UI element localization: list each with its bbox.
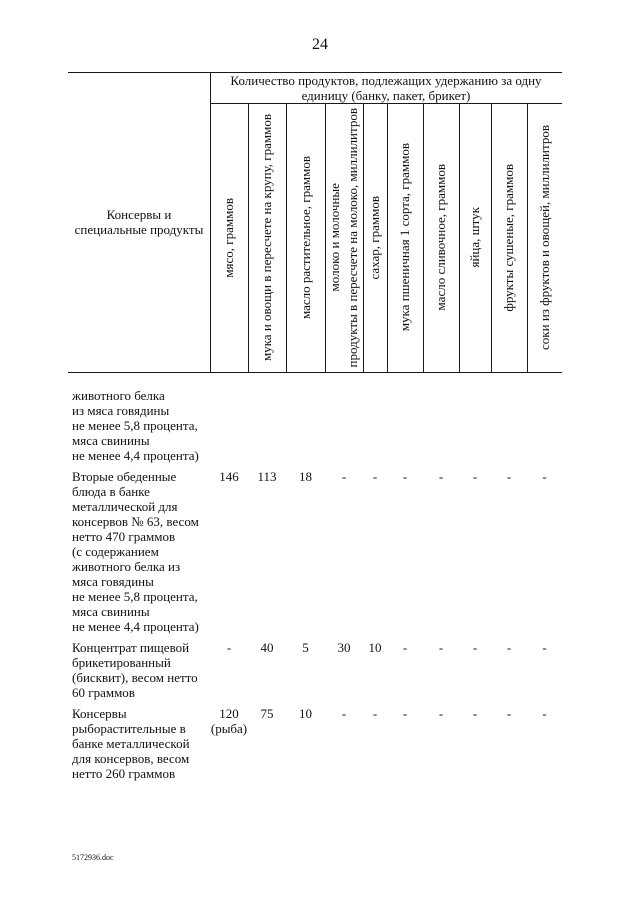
cell-meat: - [226,640,232,655]
column-header-wheat-flour [387,103,423,372]
cell-meat: 146 [219,469,239,484]
column-header-juice-text: соки из фруктов и овощей, миллилитров [536,125,552,350]
column-header-wheat-flour-text: мука пшеничная 1 сорта, граммов [397,143,412,332]
document-filename: 5172936.doc [72,853,114,862]
cell-sugar: - [372,706,378,721]
cell-flour-vegetables: 40 [260,640,274,655]
cell-dried-fruit: - [506,469,512,484]
column-header-dried-fruit-text: фрукты сушеные, граммов [501,163,516,312]
row-product-name: Концентрат пищевой брикетированный (бисквит), весом нетто 60 граммов [72,640,198,700]
header-bottom-rule [68,372,562,373]
cell-dried-fruit: - [506,640,512,655]
cell-flour-vegetables: 75 [260,706,274,721]
column-header-dried-fruit [491,103,527,372]
column-header-sugar-text: сахар, граммов [367,195,382,280]
cell-sugar: - [372,469,378,484]
cell-wheat-flour: - [402,706,408,721]
table-body [68,388,562,787]
column-header-meat [210,103,248,372]
cell-dried-fruit: - [506,706,512,721]
cell-vegetable-oil: 5 [302,640,309,655]
table-row [68,640,562,700]
column-header-butter [423,103,459,372]
cell-vegetable-oil: 18 [299,469,312,484]
product-column-header-text: Консервы и специальные продукты [74,207,204,237]
cell-juice: - [542,469,547,484]
row-product-name: животного белка из мяса говядины не менее 5,8 процента, мяса свинины не менее 4,4 процента) [72,388,199,463]
cell-wheat-flour: - [402,640,408,655]
column-header-flour-vegetables-text: мука и овощи в пересчете на крупу, граммов [259,113,274,362]
cell-butter: - [438,640,444,655]
product-column-header [68,72,210,372]
cell-vegetable-oil: 10 [299,706,312,721]
cell-sugar: 10 [368,640,382,655]
column-header-juice [527,103,562,372]
cell-eggs: - [472,706,478,721]
column-header-sugar [363,103,387,372]
row-product-name: Консервы рыборастительные в банке металлической для консервов, весом нетто 260 граммов [72,706,190,781]
table-row [68,469,562,634]
cell-milk: - [341,469,347,484]
row-product-name: Вторые обеденные блюда в банке металлической для консервов № 63, весом нетто 470 граммов (с содержанием животного белка из мяса говядины не менее 5,8 процента, мяса свинины не менее 4,4 процента) [72,469,199,634]
cell-flour-vegetables: 113 [257,469,277,484]
cell-juice: - [542,706,547,721]
cell-butter: - [438,469,444,484]
column-header-meat-text: мясо, граммов [221,197,236,278]
column-header-vegetable-oil-text: масло растительное, граммов [297,155,313,320]
cell-eggs: - [472,640,478,655]
quantity-group-header [210,72,562,103]
cell-juice: - [542,640,547,655]
column-header-milk-text: молоко и молочные продукты в пересчете на молоко, миллилитров [327,107,360,368]
page-number: 24 [312,36,328,53]
cell-meat: 120 (рыба) [210,706,248,736]
column-header-butter-text: масло сливочное, граммов [433,164,448,311]
cell-milk: - [341,706,347,721]
cell-milk: 30 [337,640,351,655]
table-row [68,388,562,463]
column-header-eggs [459,103,491,372]
column-header-eggs-text: яйца, штук [467,207,482,268]
column-header-flour-vegetables [248,103,286,372]
cell-wheat-flour: - [402,469,408,484]
table-row [68,706,562,781]
column-header-milk [325,103,363,372]
quantity-group-header-text: Количество продуктов, подлежащих удержанию за одну единицу (банку, пакет, брикет) [230,72,542,103]
cell-eggs: - [472,469,478,484]
cell-butter: - [438,706,444,721]
column-header-vegetable-oil [286,103,325,372]
